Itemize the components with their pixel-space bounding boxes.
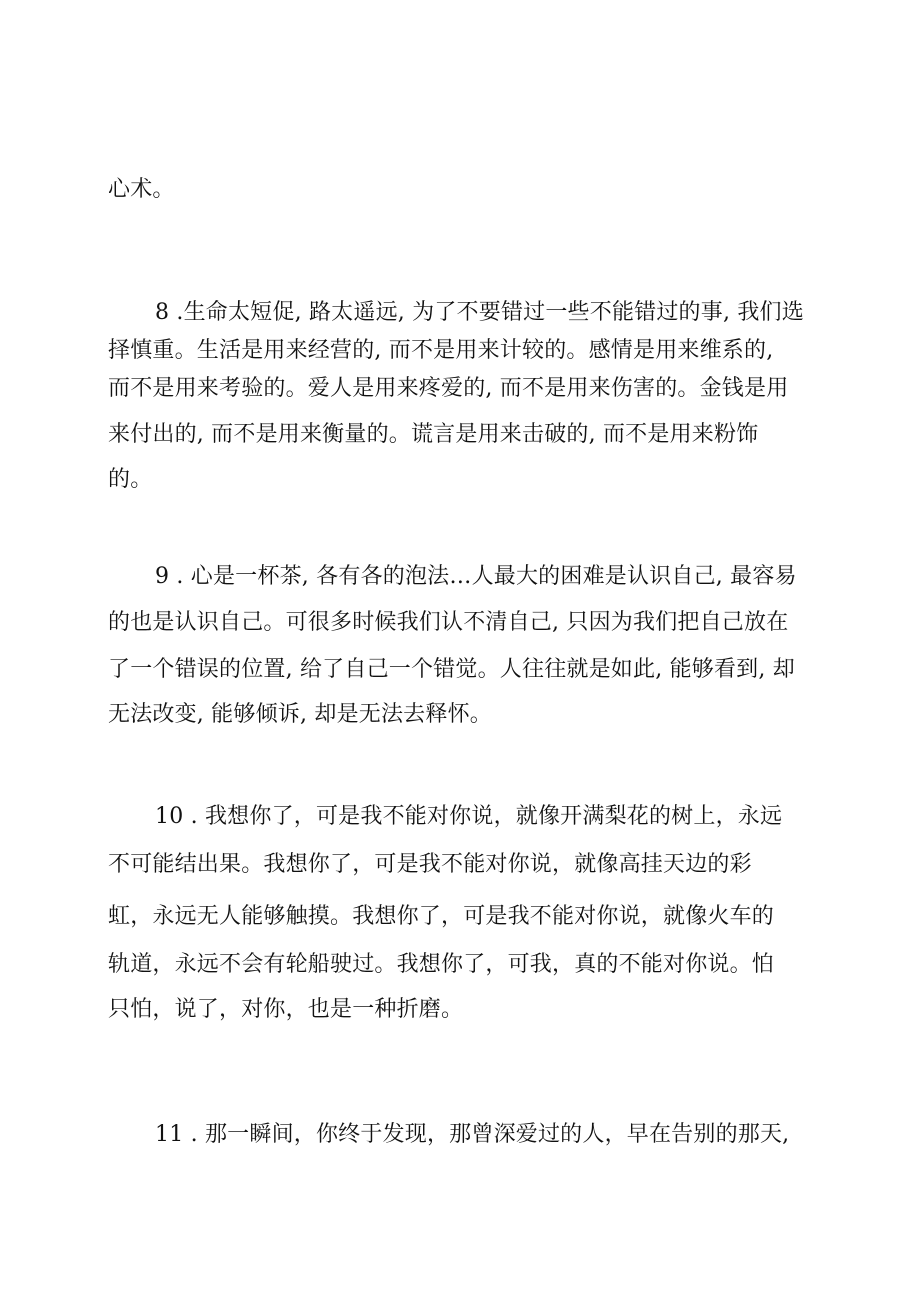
text-line: 的也是认识自己。可很多时候我们认不清自己, 只因为我们把自己放在 — [108, 610, 789, 635]
text-line: 不可能结出果。我想你了，可是我不能对你说，就像高挂天边的彩 — [108, 852, 752, 877]
text-line: 而不是用来考验的。爱人是用来疼爱的, 而不是用来伤害的。金钱是用 — [108, 376, 789, 401]
text-line: 心术。 — [108, 177, 175, 202]
text-line: 无法改变, 能够倾诉, 却是无法去释怀。 — [108, 702, 492, 727]
text-line: 9 . 心是一杯茶, 各有各的泡法…人最大的困难是认识自己, 最容易 — [155, 564, 797, 589]
text-line: 来付出的, 而不是用来衡量的。谎言是用来击破的, 而不是用来粉饰 — [108, 422, 759, 447]
text-line: 只怕，说了，对你，也是一种折磨。 — [108, 997, 464, 1022]
text-line: 11 . 那一瞬间，你终于发现，那曾深爱过的人，早在告别的那天, — [155, 1122, 790, 1147]
text-line: 的。 — [108, 467, 153, 492]
text-line: 择慎重。生活是用来经营的, 而不是用来计较的。感情是用来维系的, — [108, 338, 774, 363]
text-line: 虹，永远无人能够触摸。我想你了，可是我不能对你说，就像火车的 — [108, 904, 775, 929]
text-line: 了一个错误的位置, 给了自己一个错觉。人往往就是如此, 能够看到, 却 — [108, 657, 795, 682]
text-line: 8 .生命太短促, 路太遥远, 为了不要错过一些不能错过的事, 我们选 — [155, 300, 804, 325]
text-line: 轨道，永远不会有轮船驶过。我想你了，可我，真的不能对你说。怕 — [108, 952, 775, 977]
text-line: 10 . 我想你了，可是我不能对你说，就像开满梨花的树上，永远 — [155, 804, 783, 829]
